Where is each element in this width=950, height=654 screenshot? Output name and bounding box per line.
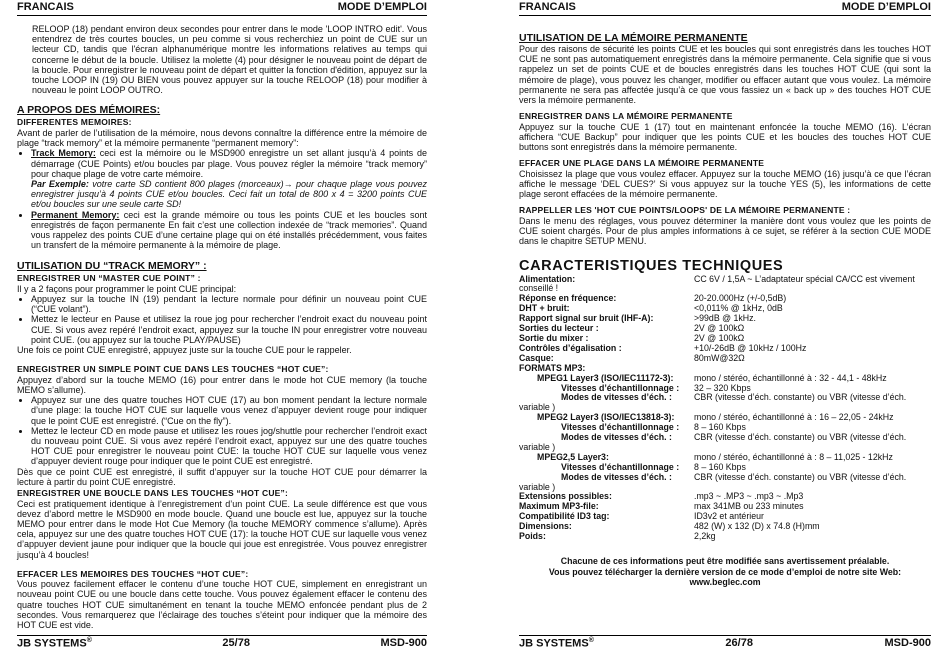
example-label: Par Exemple:: [31, 178, 89, 189]
intro-paragraph: RELOOP (18) pendant environ deux secondes pour entrer dans le mode 'LOOP INTRO edit'. Vous entendrez de très courtes boucles, un peu comme si vous recherchiez un point de CUE sur un lecteur CD, tandis que l'écran alphanumérique montre les informations relatives au temps qui concerne le début de la boucle. Utilisez la molette (4) pour désigner le nouveau point de départ de la boucle. Pour enregistrer le nouveau point de départ et quitter la fonction d'édition, appuyez sur la touche LOOP IN (19) OU BIEN vous pouvez appuyer sur la touche RELOOP (18) pour modifier à nouveau le point LOOP OUTRO.: [32, 24, 427, 96]
subheading-hot-cue-loop: ENREGISTRER UNE BOUCLE DANS LES TOUCHES “HOT CUE”:: [17, 488, 289, 499]
spec-value: 2,2kg: [694, 531, 716, 542]
spec-value: 80mW@32Ω: [694, 352, 745, 363]
term-permanent-memory: Permanent Memory:: [31, 209, 120, 220]
list-item-permanent-memory: [31, 210, 427, 251]
paragraph-master-cue-recall: Une fois ce point CUE enregistré, appuyez juste sur la touche CUE pour le rappeler.: [17, 345, 352, 356]
paragraph-hot-cue-point: Appuyez d’abord sur la touche MEMO (16) pour entrer dans le mode hot CUE memory (la touche MEMO s’allume).: [17, 374, 427, 395]
text-permanent-memory: ceci est la grande mémoire ou tous les points CUE et les boucles sont enregistrés de façon permanente En fait c’est une collection indexée de “track memories”. Quand vous rappelez des points CUE d’une certaine plage qui on été installés précédemment, vous faites un transfert de la mémoire permanente à la mémoire de plage.: [31, 209, 427, 251]
paragraph-permanent-memory: Pour des raisons de sécurité les points CUE et les boucles qui sont enregistrés dans les touches HOT CUE ne sont pas automatiquement enregistrés dans la mémoire permanente. Cela signifie que si vous rappelez un set de points CUE et de boucles enregistrés dans les touches HOT CUE (qui sont la mémoire de plage), vous pouvez les changer, modifier ou effacer autant que vous voulez. La mémoire permanente ne sera pas affectée jusqu’à ce que vous fassiez un « back up » des touches HOT CUE vers la mémoire permanente.: [519, 44, 931, 106]
list-item-track-memory: [31, 148, 427, 209]
spec-continuation: variable ): [519, 441, 556, 452]
spec-value: 8 – 160 Kbps: [694, 422, 746, 433]
spec-label: Modes de vitesses d’éch. :: [561, 471, 672, 482]
spec-value: +10/-26dB @ 10kHz / 100Hz: [694, 342, 807, 353]
spec-value: 2V @ 100kΩ: [694, 332, 745, 343]
spec-label: Modes de vitesses d’éch. :: [561, 392, 672, 403]
text-track-memory: ceci est la mémoire ou le MSD900 enregistre un set allant jusqu’à 4 points de démarrage (CUE Points) et/ou boucles par plage. Vous pouvez régler la mémoire “track memory” pour chaque plage de votre carte mémoire.: [31, 148, 427, 179]
page-header: [17, 1, 427, 14]
footer-model: MSD-900: [884, 637, 931, 649]
spec-value: 2V @ 100kΩ: [694, 323, 745, 334]
page-footer: [519, 637, 931, 650]
spec-value: 20-20.000Hz (+/-0,5dB): [694, 293, 787, 304]
spec-value: mono / stéréo, échantillonné à : 32 - 44,1 - 48kHz: [694, 372, 887, 383]
header-title: MODE D’EMPLOI: [337, 1, 427, 13]
footer-rule: [519, 635, 931, 636]
spec-label: Extensions possibles:: [519, 491, 612, 502]
spec-label: MPEG2 Layer3 (ISO/IEC13818-3):: [537, 412, 675, 423]
spec-value: <0,011% @ 1kHz, 0dB: [694, 303, 783, 314]
brand-name: JB SYSTEMS: [519, 637, 589, 650]
spec-label: Contrôles d’égalisation :: [519, 342, 622, 353]
subheading-hot-cue-point: ENREGISTRER UN SIMPLE POINT CUE DANS LES TOUCHES “HOT CUE”:: [17, 364, 329, 375]
subheading-save-permanent: ENREGISTRER DANS LA MÉMOIRE PERMANENTE: [519, 111, 733, 122]
spec-label: Alimentation:: [519, 273, 576, 284]
header-rule: [17, 15, 427, 16]
footer-page-number: 26/78: [725, 637, 753, 649]
spec-label: Rapport signal sur bruit (IHF-A):: [519, 313, 654, 324]
term-track-memory: Track Memory:: [31, 148, 96, 159]
spec-value: 8 – 160 Kbps: [694, 461, 746, 472]
paragraph-master-cue: Il y a 2 façons pour programmer le point CUE principal:: [17, 283, 237, 294]
left-page: [17, 0, 427, 654]
spec-label: Réponse en fréquence:: [519, 293, 617, 304]
footer-model: MSD-900: [380, 637, 427, 649]
subheading-master-cue: ENREGISTRER UN “MASTER CUE POINT” :: [17, 273, 201, 284]
header-language: FRANCAIS: [17, 1, 74, 13]
spec-value: CBR (vitesse d’éch. constante) ou VBR (vitesse d’éch.: [694, 432, 907, 443]
spec-label: DHT + bruit:: [519, 303, 570, 314]
spec-label: Vitesses d’échantillonnage :: [561, 422, 680, 433]
footer-page-number: 25/78: [222, 637, 250, 649]
spec-value: 32 – 320 Kbps: [694, 382, 751, 393]
right-page: [519, 0, 931, 654]
spec-label: Poids:: [519, 531, 546, 542]
header-title: MODE D’EMPLOI: [841, 1, 931, 13]
master-cue-list: [17, 294, 427, 345]
disclaimer-note: [519, 556, 931, 588]
spec-value: 482 (W) x 132 (D) x 74.8 (H)mm: [694, 521, 820, 532]
download-line: Vous pouvez télécharger la dernière version de ce mode d’emploi de notre site Web:: [548, 566, 902, 577]
disclaimer-line: Chacune de ces informations peut être modifiée sans avertissement préalable.: [560, 556, 890, 567]
header-language: FRANCAIS: [519, 1, 576, 13]
spec-continuation: variable ): [519, 481, 556, 492]
spec-value: CC 6V / 1,5A ~ L’adaptateur spécial CA/CC est vivement: [694, 273, 915, 284]
spec-label: MPEG1 Layer3 (ISO/IEC11172-3):: [537, 372, 674, 383]
spec-value: max 341MB ou 233 minutes: [694, 501, 804, 512]
list-item: • Mettez le lecteur en Pause et utilisez la roue jog pour rechercher l’endroit exact du nouveau point CUE. Si vous avez repéré l’endroit exact, appuyez sur la touche IN pour enregistrer votre nouveau point CUE. (ou appuyez sur la touche PLAY/PAUSE): [31, 314, 427, 345]
spec-label: Dimensions:: [519, 521, 572, 532]
spec-label: Maximum MP3-file:: [519, 501, 599, 512]
page-footer: [17, 637, 427, 650]
spec-label: Casque:: [519, 352, 554, 363]
spec-value: >99dB @ 1kHz.: [694, 313, 756, 324]
specs-table: [519, 275, 931, 542]
hot-cue-list: [17, 395, 427, 466]
spec-value: mono / stéréo, échantillonné à : 16 – 22,05 - 24kHz: [694, 412, 894, 423]
spec-value: .mp3 ~ .MP3 ~ .mp3 ~ .Mp3: [694, 491, 804, 502]
subheading-erase-hot-cue: EFFACER LES MEMOIRES DES TOUCHES “HOT CUE”:: [17, 568, 249, 579]
spec-continuation: conseillé !: [519, 283, 559, 294]
footer-brand: [519, 637, 594, 650]
list-item: • Mettez le lecteur CD en mode pause et utilisez les roues jog/shuttle pour rechercher l’endroit exact du nouveau point CUE. Si vous avez repéré l’endroit exact, appuyez sur une des quatre touches HOT CUE pour enregistrer le nouveau point CUE: la touche HOT CUE sur laquelle vous venez d’appuyer devient rouge pour indiquer que le point CUE est enregistré.: [31, 426, 427, 467]
website-url: www.beglec.com: [689, 577, 761, 588]
subheading-recall-hot-cue: RAPPELLER LES 'HOT CUE POINTS/LOOPS' DE LA MÉMOIRE PERMANENTE :: [519, 205, 851, 216]
memory-types-list: [17, 148, 427, 250]
paragraph-memories-intro: Avant de parler de l’utilisation de la mémoire, nous devons connaître la différence entre la mémoire de plage “track memory” et la mémoire permanente “permanent memory”:: [17, 127, 427, 149]
spec-label: Vitesses d’échantillonnage :: [561, 382, 680, 393]
spec-label: Sorties du lecteur :: [519, 323, 599, 334]
spec-value: mono / stéréo, échantillonné à : 8 – 11,025 - 12kHz: [694, 451, 893, 462]
paragraph-hot-cue-after: Dès que ce point CUE est enregistré, il suffit d’appuyer sur la touche HOT CUE pour démarrer la lecture à partir du point CUE enregistré.: [17, 466, 427, 487]
spec-value: ID3v2 et antérieur: [694, 511, 764, 522]
page-header: [519, 1, 931, 14]
spec-value: CBR (vitesse d’éch. constante) ou VBR (vitesse d’éch.: [694, 471, 907, 482]
subheading-erase-track: EFFACER UNE PLAGE DANS LA MÉMOIRE PERMANENTE: [519, 158, 765, 169]
spec-continuation: variable ): [519, 402, 556, 413]
section-title-permanent-memory: UTILISATION DE LA MÉMOIRE PERMANENTE: [519, 32, 748, 44]
paragraph-recall-hot-cue: Dans le menu des réglages, vous pouvez déterminer la manière dont vous voulez que les points de CUE soient chargés. Pour de plus amples informations à ce sujet, se référer à la section CUE MODE dans le chapitre SETUP MENU.: [519, 215, 931, 247]
registered-mark: ®: [86, 637, 92, 644]
spec-label: MPEG2,5 Layer3:: [537, 451, 609, 462]
spec-label: Modes de vitesses d’éch. :: [561, 432, 672, 443]
registered-mark: ®: [588, 637, 594, 644]
specs-title: CARACTERISTIQUES TECHNIQUES: [519, 257, 784, 274]
list-item: • Appuyez sur une des quatre touches HOT CUE (17) au bon moment pendant la lecture normale d’une plage: la touche HOT CUE sur laquelle vous venez d’appuyer devient rouge pour indiquer que le point CUE est enregistré. (“Cue on the fly”).: [31, 395, 427, 426]
spec-value: CBR (vitesse d’éch. constante) ou VBR (vitesse d’éch.: [694, 392, 907, 403]
brand-name: JB SYSTEMS: [17, 637, 87, 650]
spec-label: Compatibilité ID3 tag:: [519, 511, 610, 522]
footer-brand: [17, 637, 92, 650]
paragraph-save-permanent: Appuyez sur la touche CUE 1 (17) tout en maintenant enfoncée la touche MEMO (16). L’écran affichera “CUE Backup” pour indiquer que les points CUE et les boucles des touches HOT CUE buttons sont enregistrés dans la mémoire permanente.: [519, 121, 931, 153]
subheading-different-memories: DIFFERENTES MEMOIRES:: [17, 117, 132, 128]
example-text: votre carte SD contient 800 plages (morceaux)→ pour chaque plage vous pouvez enregistrer jusqu’à 4 points CUE et/ou boucles. Ceci fait un total de 800 x 4 = 3200 points CUE et/ou boucles sur une seule carte SD!: [31, 178, 428, 210]
paragraph-hot-cue-loop: Ceci est pratiquement identique à l’enregistrement d’un point CUE. La seule différence est que vous devez d’abord mettre le MSD900 en mode boucle. Quand une boucle est lue, appuyez sur la touche MEMO pour entrer dans le mode Hot Cue Memory (la touche MEMORY commence s’allume). Après cela, appuyez sur une des quatre touches HOT CUE (17): la touche HOT CUE sur laquelle vous venez d’appuyer devient jaune pour indiquer que la boucle qui joue est enregistrée. Vous pouvez enregistrer jusqu’à 4 boucles!: [17, 498, 427, 560]
spec-label: Vitesses d’échantillonnage :: [561, 461, 680, 472]
header-rule: [519, 15, 931, 16]
list-item: • Appuyez sur la touche IN (19) pendant la lecture normale pour définir un nouveau point CUE (“CUE volant”).: [31, 294, 427, 314]
spec-label: FORMATS MP3:: [519, 362, 586, 373]
paragraph-erase-hot-cue: Vous pouvez facilement effacer le contenu d’une touche HOT CUE, simplement en enregistrant un nouveau point CUE ou une boucle dans cette touche. Vous pouvez également effacer le contenu des quatre touches HOT CUE simultanément en tenant la touche MEMO enfoncée pendant plus de 2 secondes. Vous remarquerez que l’éclairage des touches s’éteint pour indiquer que la mémoire des HOT CUE est vide.: [17, 579, 427, 631]
spec-label: Sortie du mixer :: [519, 332, 589, 343]
footer-rule: [17, 635, 427, 636]
section-title-memories: A PROPOS DES MÉMOIRES:: [17, 104, 161, 117]
paragraph-erase-track: Choisissez la plage que vous voulez effacer. Appuyez sur la touche MEMO (16) jusqu’à ce que l’écran affiche le message ‘DEL CUES?’ Si vous appuyez sur la touche YES (5), les informations de cette plage seront effacées de la mémoire permanente.: [519, 168, 931, 200]
section-title-track-memory: UTILISATION DU “TRACK MEMORY” :: [17, 260, 207, 273]
